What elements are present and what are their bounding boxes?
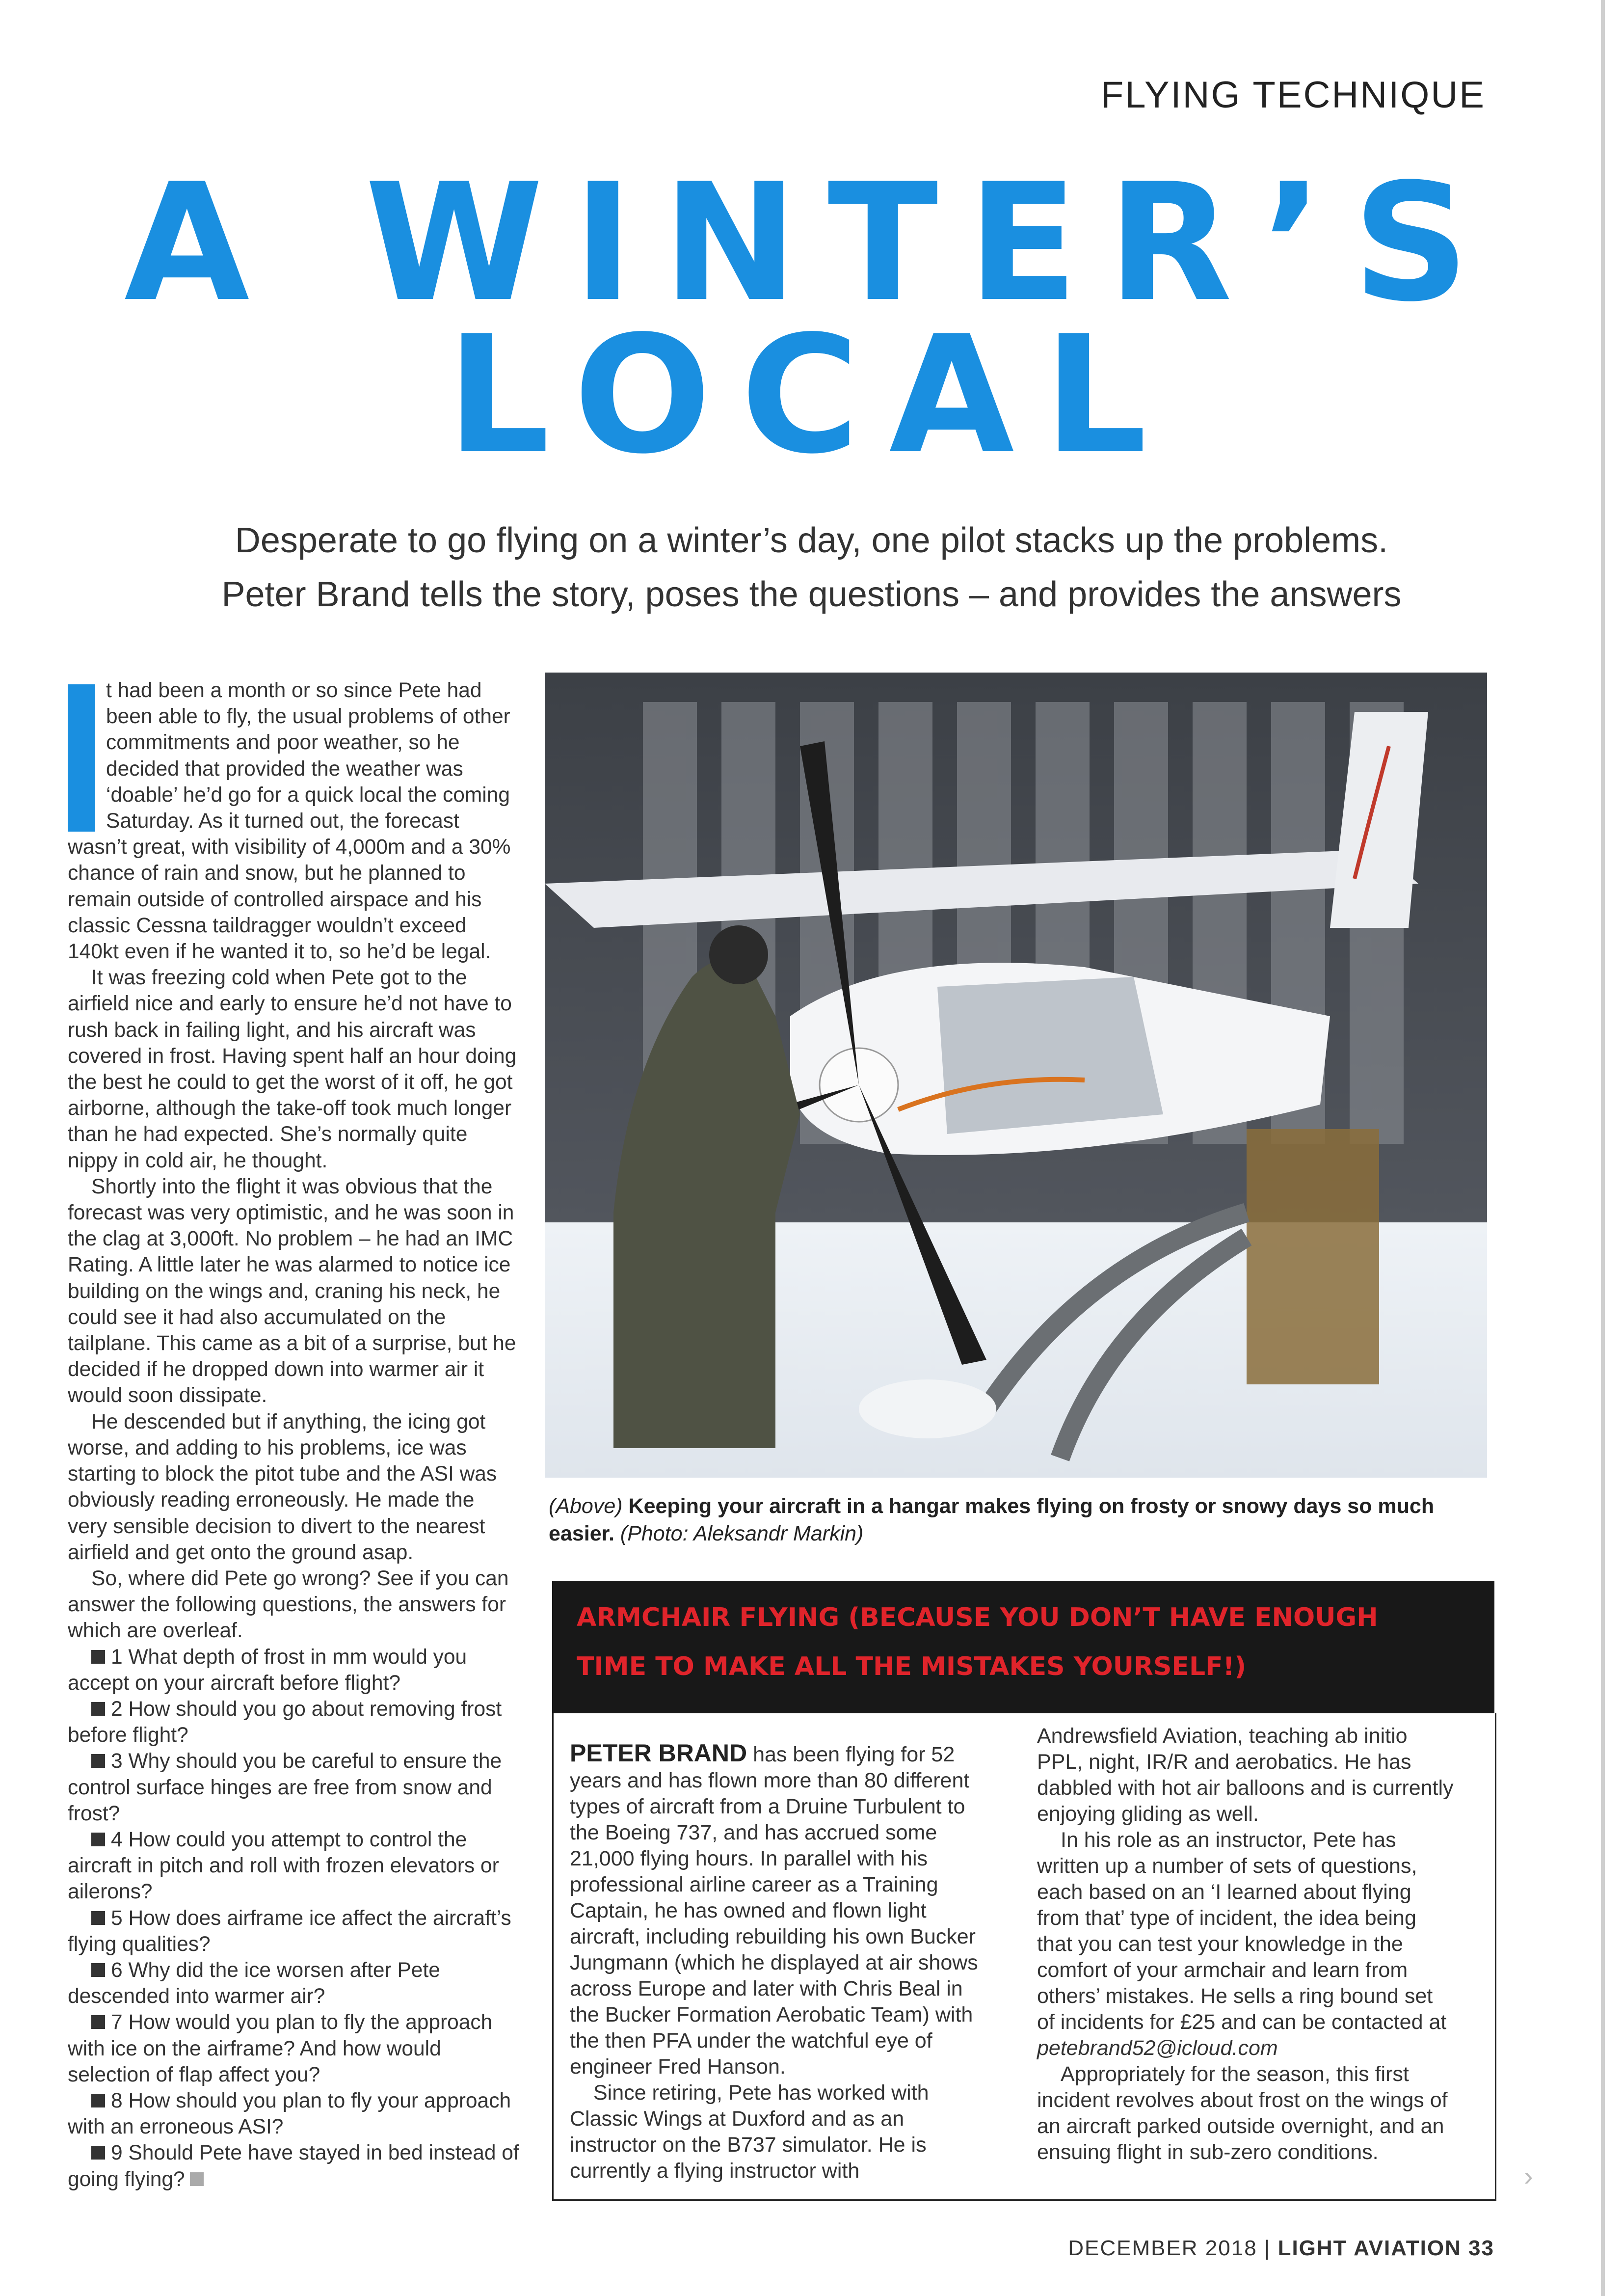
question-text: 5 How does airframe ice affect the aircraft’s flying qualities? [68,1906,511,1956]
bullet-square-icon [91,1833,105,1846]
bullet-square-icon [91,1650,105,1664]
caption-credit: (Photo: Aleksandr Markin) [620,1522,864,1545]
bio-column-1 [570,1740,987,2184]
question-text: 8 How should you plan to fly your approach with an erroneous ASI? [68,2089,511,2139]
headline-line-2: LOCAL [447,301,1176,489]
bullet-square-icon [91,2015,105,2029]
aircraft-photo-illustration [545,673,1487,1478]
standfirst-line-2: Peter Brand tells the story, poses the questions – and provides the answers [221,575,1402,614]
footer-issue: DECEMBER 2018 | [1068,2236,1278,2260]
page-turn-icon: › [1524,2161,1533,2191]
footer-page-number: 33 [1461,2236,1494,2260]
end-mark-icon [190,2172,204,2186]
banner-line-2: TIME TO MAKE ALL THE MISTAKES YOURSELF!) [577,1652,1247,1681]
bullet-square-icon [91,2094,105,2107]
bio-paragraph: Since retiring, Pete has worked with Classic Wings at Duxford and as an instructor on the B737 simulator. He is currently a flying instructor with [570,2081,929,2183]
question-text: 3 Why should you be careful to ensure the control surface hinges are free from snow and frost? [68,1750,502,1825]
question-item [68,1644,519,1696]
bullet-square-icon [91,1754,105,1768]
article-paragraph: Shortly into the flight it was obvious that the forecast was very optimistic, and he was soon in the clag at 3,000ft. No problem – he had an IMC Rating. A little later he was alarmed to notice ice building on the wings and, craning his neck, he could see it had also accumulated on the tailplane. This came as a bit of a surprise, but he decided if he dropped down into warmer air it would soon dissipate. [68,1175,516,1407]
bio-paragraph [1037,1827,1454,2061]
question-text: 9 Should Pete have stayed in bed instead of going flying? [68,2141,519,2191]
question-text: 2 How should you go about removing frost before flight? [68,1697,502,1747]
bio-column-2 [1037,1723,1454,2165]
question-item [68,1957,519,2009]
bio-paragraph: Appropriately for the season, this first incident revolves about frost on the wings of an aircraft parked outside overnight, and an ensuing flight in sub-zero conditions. [1037,2062,1448,2164]
bullet-square-icon [91,1963,105,1977]
bio-paragraph [570,1740,987,2080]
bio-text: has been flying for 52 years and has flown more than 80 different types of aircraft from a Druine Turbulent to the Boeing 737, and has accrued some 21,000 flying hours. In parallel with his professional airline career as a Training Captain, he has owned and flown light aircraft, including rebuilding his own Bucker Jungmann (which he displayed at air shows across Europe and later with Chris Beal in the Bucker Formation Aerobatic Team) with the then PFA under the watchful eye of engineer Fred Hanson. [570,1743,978,2079]
question-item [68,1827,519,1905]
headline-line-1: A WINTER’S [124,149,1499,337]
page-footer [1068,2236,1494,2261]
question-item [68,1696,519,1748]
bullet-square-icon [91,1911,105,1925]
question-item [68,1748,519,1827]
photo-caption [549,1492,1491,1547]
question-item [68,2140,519,2192]
bio-author-name: PETER BRAND [570,1739,747,1767]
question-item [68,1905,519,1957]
question-item [68,2088,519,2140]
article-paragraph: He descended but if anything, the icing got worse, and adding to his problems, ice was starting to block the pitot tube and the ASI was obviously reading erroneously. He made the very sensible decision to divert to the nearest airfield and get onto the ground asap. [68,1410,497,1564]
standfirst-line-1: Desperate to go flying on a winter’s day, one pilot stacks up the problems. [235,521,1388,560]
caption-prefix: (Above) [549,1494,623,1518]
author-bio-box [552,1713,1496,2201]
section-label: FLYING TECHNIQUE [1100,74,1486,116]
bio-email: petebrand52@icloud.com [1037,2036,1278,2060]
aircraft-photo [545,673,1487,1478]
bio-text: In his role as an instructor, Pete has written up a number of sets of questions, each based on an ‘I learned about flying from that’ type of incident, the idea being that you can test your knowledge in the comfort of your armchair and learn from others’ mistakes. He sells a ring bound set of incidents for £25 and can be contacted at [1037,1828,1447,2034]
question-item [68,2009,519,2088]
question-text: 7 How would you plan to fly the approach with ice on the airframe? And how would selection of flap affect you? [68,2011,493,2086]
bullet-square-icon [91,1702,105,1716]
bullet-square-icon [91,2146,105,2160]
caption-text: Keeping your aircraft in a hangar makes flying on frosty or snowy days so much easier. [549,1494,1435,1545]
banner-line-1: ARMCHAIR FLYING (BECAUSE YOU DON’T HAVE ENOUGH [577,1603,1378,1632]
article-paragraph: t had been a month or so since Pete had been able to fly, the usual problems of other commitments and poor weather, so he decided that provided the weather was ‘doable’ he’d go for a quick local the coming Saturday. As it turned out, the forecast wasn’t great, with visibility of 4,000m and a 30% chance of rain and snow, but he planned to remain outside of controlled airspace and his classic Cessna taildragger wouldn’t exceed 140kt even if he wanted it to, so he’d be legal. [68,679,511,964]
question-text: 1 What depth of frost in mm would you accept on your aircraft before flight? [68,1645,467,1695]
dropcap [68,684,95,832]
armchair-flying-banner [552,1581,1494,1713]
footer-magazine: LIGHT AVIATION [1277,2236,1462,2260]
article-paragraph: So, where did Pete go wrong? See if you can answer the following questions, the answers for which are overleaf. [68,1567,509,1643]
bio-paragraph: Andrewsfield Aviation, teaching ab initio PPL, night, IR/R and aerobatics. He has dabbled with hot air balloons and is currently enjoying gliding as well. [1037,1724,1454,1826]
question-text: 4 How could you attempt to control the aircraft in pitch and roll with frozen elevators or ailerons? [68,1828,499,1904]
article-column [68,677,519,2192]
question-text: 6 Why did the ice worsen after Pete descended into warmer air? [68,1958,440,2008]
article-paragraph: It was freezing cold when Pete got to the airfield nice and early to ensure he’d not have to rush back in failing light, and his aircraft was covered in frost. Having spent half an hour doing the best he could to get the worst of it off, he got airborne, although the take-off took much longer than he had expected. She’s normally quite nippy in cold air, he thought. [68,966,517,1172]
